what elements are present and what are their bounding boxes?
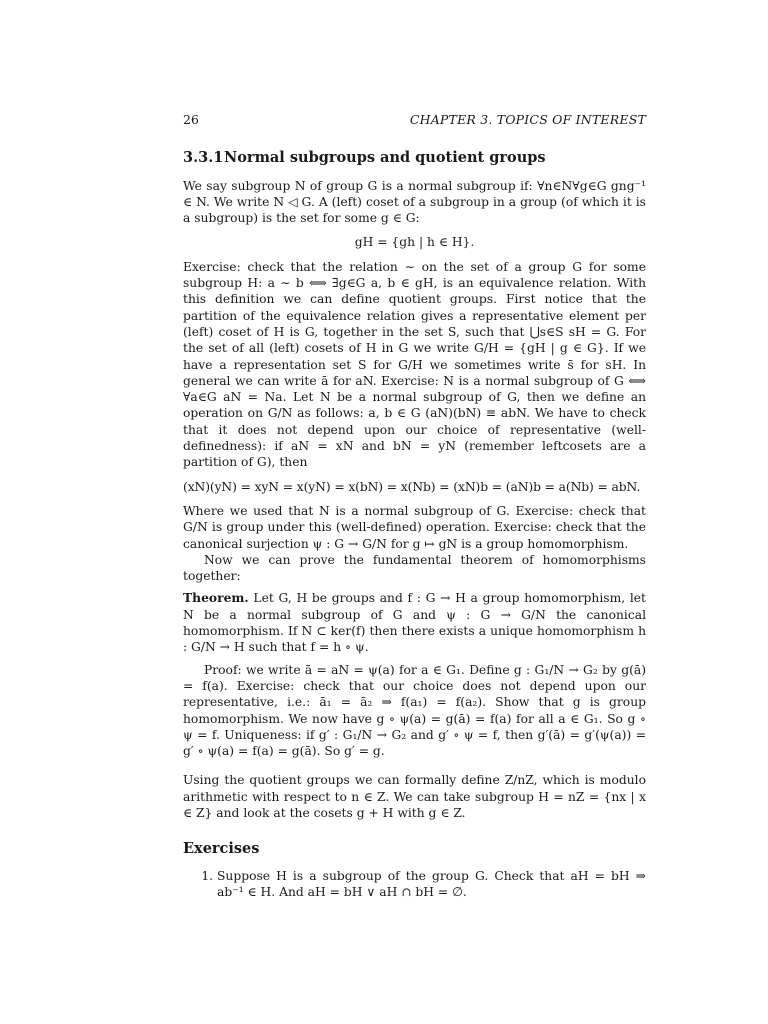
- proof: Proof: we write ā = aN = ψ(a) for a ∈ G₁. Define g : G₁/N → G₂ by g(ā) = f(a). Exercise: check that our choice does not depend upon our representative, i.e.: ā₁ = ā₂ ⇒ f(a₁) = f(a₂). Show that g is group homomorphism. We now have g ∘ ψ(a) = g(ā) = f(a) for all a ∈ G₁. So g ∘ ψ = f. Uniqueness: if g′ : G₁/N → G₂ and g′ ∘ ψ = f, then g′(ā) = g′(ψ(a)) = g′ ∘ ψ(a) = f(a) = g(ā). So g′ = g.: [183, 662, 646, 759]
- chapter-title: CHAPTER 3. TOPICS OF INTEREST: [409, 112, 646, 127]
- equation-coset: gH = {gh | h ∈ H}.: [354, 235, 475, 250]
- section-title: Normal subgroups and quotient groups: [224, 149, 546, 167]
- paragraph-normal-subgroup-exercise: Where we used that N is a normal subgroup of G. Exercise: check that G/N is group under this (well-defined) operation. Exercise: check that the canonical surjection ψ : G → G/N for g ↦ gN is a group homomorphism.: [183, 503, 646, 551]
- paragraph-modulo-arithmetic: Using the quotient groups we can formally define Z/nZ, which is modulo arithmetic with respect to n ∈ Z. We can take subgroup H = nZ = {nx | x ∈ Z} and look at the cosets g + H with g ∈ Z.: [183, 773, 646, 820]
- theorem: [183, 590, 646, 655]
- section-heading: [183, 150, 646, 166]
- section-number: 3.3.1: [183, 149, 224, 167]
- theorem-label: Theorem.: [183, 590, 249, 606]
- page-number: 26: [183, 112, 199, 127]
- equation-well-definedness: (xN)(yN) = xyN = x(yN) = x(bN) = x(Nb) = (xN)b = (aN)b = a(Nb) = abN.: [183, 479, 641, 494]
- exercises-heading: Exercises: [183, 840, 260, 858]
- paragraph-quotient-groups: Exercise: check that the relation ∼ on the set of a group G for some subgroup H: a ∼ b ⟺ ∃g∈G a, b ∈ gH, is an equivalence relation. With this definition we can define quotient groups. First notice that the partition of the equivalence relation gives a representative element per (left) coset of H is G, together in the set S, such that ⋃s∈S sH = G. For the set of all (left) cosets of H in G we write G/H = {gH | g ∈ G}. If we have a representation set S for G/H we sometimes write s̄ for sH. In general we can write ā for aN. Exercise: N is a normal subgroup of G ⟺ ∀a∈G aN = Na. Let N be a normal subgroup of G, then we define an operation on G/N as follows: a, b ∈ G (aN)(bN) ≡ abN. We have to check that it does not depend upon our choice of representative (well-definedness): if aN = xN and bN = yN (remember leftcosets are a partition of G), then: [183, 259, 646, 470]
- document-page: [183, 112, 646, 900]
- paragraph-fundamental-theorem-intro: Now we can prove the fundamental theorem of homomorphisms together:: [183, 552, 646, 584]
- paragraph-normal-subgroup-definition: We say subgroup N of group G is a normal subgroup if: ∀n∈N∀g∈G gng⁻¹ ∈ N. We write N ◁ G. A (left) coset of a subgroup in a group (of which it is a subgroup) is the set for some g ∈ G:: [183, 178, 646, 226]
- running-header: [183, 112, 646, 128]
- theorem-body: Let G, H be groups and f : G → H a group homomorphism, let N be a normal subgroup of G and ψ : G → G/N the canonical homomorphism. If N ⊂ ker(f) then there exists a unique homomorphism h : G/N → H such that f = h ∘ ψ.: [183, 591, 646, 655]
- exercise-list: [183, 868, 646, 901]
- exercise-item: 1. Suppose H is a subgroup of the group G. Check that aH = bH ⇒ ab⁻¹ ∈ H. And aH = bH ∨ aH ∩ bH = ∅.: [217, 868, 646, 901]
